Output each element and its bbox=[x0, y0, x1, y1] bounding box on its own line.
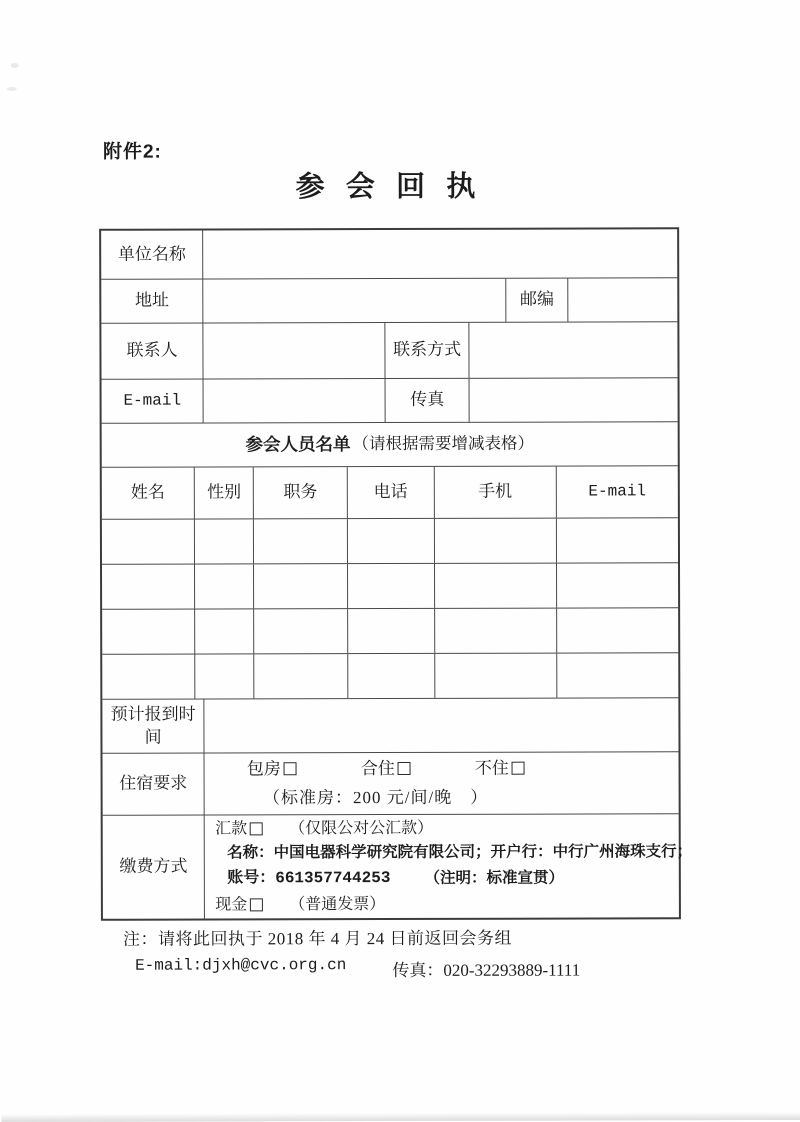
payment-beneficiary-line: 名称：中国电器科学研究院有限公司；开户行：中行广州海珠支行； bbox=[227, 843, 693, 862]
scan-artifact bbox=[11, 63, 19, 68]
empty-cell bbox=[194, 564, 253, 608]
participant-row-empty bbox=[102, 562, 678, 609]
payment-remittance-line: 汇款 （仅限公对公汇款） bbox=[215, 818, 433, 840]
payment-detail-cell bbox=[204, 814, 696, 918]
empty-cell bbox=[102, 520, 194, 564]
checkbox-remittance bbox=[250, 822, 263, 835]
remittance-note: （仅限公对公汇款） bbox=[289, 819, 434, 837]
row-address bbox=[101, 277, 677, 323]
footer-fax: 传真：020-32293889-1111 bbox=[392, 960, 581, 981]
col-header-mobile: 手机 bbox=[433, 467, 555, 518]
row-participants-title bbox=[102, 421, 678, 467]
unit-name-value-cell bbox=[203, 229, 678, 278]
postcode-value-cell bbox=[567, 278, 677, 321]
reply-form-table bbox=[99, 227, 693, 921]
contact-person-label: 联系人 bbox=[126, 340, 178, 360]
attachment-label: 附件2: bbox=[102, 141, 162, 163]
col-header-phone: 电话 bbox=[347, 467, 434, 518]
col-header-position: 职务 bbox=[253, 467, 346, 518]
account-number: 账号：661357744253 bbox=[227, 869, 391, 888]
contact-person-value-cell bbox=[203, 323, 385, 378]
empty-cell bbox=[434, 654, 556, 698]
col-header-name: 姓名 bbox=[130, 482, 165, 502]
empty-cell bbox=[194, 519, 253, 563]
footer-email: E-mail:djxh@cvc.org.cn bbox=[135, 956, 347, 975]
col-header-gender: 性别 bbox=[194, 467, 253, 518]
accommodation-label: 住宿要求 bbox=[119, 773, 188, 793]
payment-label: 缴费方式 bbox=[119, 856, 188, 876]
return-deadline-note: 注：请将此回执于 2018 年 4 月 24 日前返回会务组 bbox=[122, 928, 513, 949]
empty-cell bbox=[347, 654, 434, 698]
empty-cell bbox=[556, 563, 678, 607]
col-header-email: E-mail bbox=[556, 466, 678, 517]
empty-cell bbox=[556, 653, 678, 697]
empty-cell bbox=[102, 565, 194, 609]
option-private-room: 包房 bbox=[247, 758, 297, 781]
empty-cell bbox=[434, 609, 556, 653]
postcode-label: 邮编 bbox=[506, 279, 568, 322]
row-checkin-time bbox=[102, 697, 678, 753]
address-value-cell bbox=[203, 279, 506, 323]
row-contact bbox=[101, 321, 677, 379]
empty-cell bbox=[253, 519, 346, 563]
row-payment bbox=[103, 813, 693, 919]
row-email-fax bbox=[102, 377, 678, 423]
page-title: 参 会 回 执 bbox=[295, 170, 483, 204]
account-note: （注明：标准宣贯） bbox=[424, 869, 564, 887]
participant-row-empty bbox=[102, 607, 678, 654]
contact-method-label: 联系方式 bbox=[384, 323, 469, 378]
checkbox-shared-room bbox=[398, 762, 411, 775]
row-accommodation bbox=[103, 751, 679, 815]
participant-row-empty bbox=[102, 652, 678, 699]
checkbox-cash bbox=[250, 898, 263, 911]
row-unit-name bbox=[101, 229, 677, 279]
email-value-cell bbox=[203, 379, 385, 422]
option-no-room: 不住 bbox=[475, 757, 525, 780]
participants-title-cell bbox=[102, 422, 678, 467]
participants-title-note: （请根据需要增减表格） bbox=[352, 434, 534, 454]
empty-cell bbox=[253, 564, 346, 608]
empty-cell bbox=[254, 654, 347, 698]
email-label: E-mail bbox=[123, 391, 182, 410]
accommodation-options-cell bbox=[204, 752, 679, 814]
checkin-time-value-cell bbox=[204, 698, 679, 752]
empty-cell bbox=[556, 518, 678, 562]
checkbox-private-room bbox=[284, 762, 297, 775]
checkbox-no-room bbox=[512, 761, 525, 774]
payment-cash-line: 现金 （普通发票） bbox=[215, 894, 385, 916]
payment-account-line bbox=[215, 868, 564, 891]
participants-title: 参会人员名单 bbox=[245, 433, 351, 455]
unit-name-label: 单位名称 bbox=[117, 244, 186, 264]
empty-cell bbox=[254, 609, 347, 653]
scan-artifact bbox=[7, 87, 17, 91]
participant-row-empty bbox=[102, 517, 678, 564]
contact-method-value-cell bbox=[469, 322, 678, 378]
empty-cell bbox=[102, 610, 194, 654]
empty-cell bbox=[347, 564, 434, 608]
empty-cell bbox=[102, 655, 194, 699]
fax-value-cell bbox=[469, 378, 678, 422]
footer-contact-line bbox=[135, 956, 580, 982]
option-shared-room: 合住 bbox=[361, 758, 411, 781]
empty-cell bbox=[434, 564, 556, 608]
accommodation-note: （标准房：200 元/间/晚 ） bbox=[262, 787, 489, 807]
address-label: 地址 bbox=[134, 290, 170, 310]
scan-edge-shadow bbox=[1, 1112, 800, 1122]
empty-cell bbox=[194, 609, 253, 653]
row-participant-headers bbox=[102, 465, 678, 519]
empty-cell bbox=[434, 519, 556, 563]
empty-cell bbox=[347, 519, 434, 563]
empty-cell bbox=[347, 609, 434, 653]
fax-label: 传真 bbox=[384, 379, 469, 422]
empty-cell bbox=[556, 608, 678, 652]
checkin-time-label: 预计报到时间 bbox=[110, 704, 196, 747]
empty-cell bbox=[194, 654, 253, 698]
cash-note: （普通发票） bbox=[289, 895, 386, 914]
